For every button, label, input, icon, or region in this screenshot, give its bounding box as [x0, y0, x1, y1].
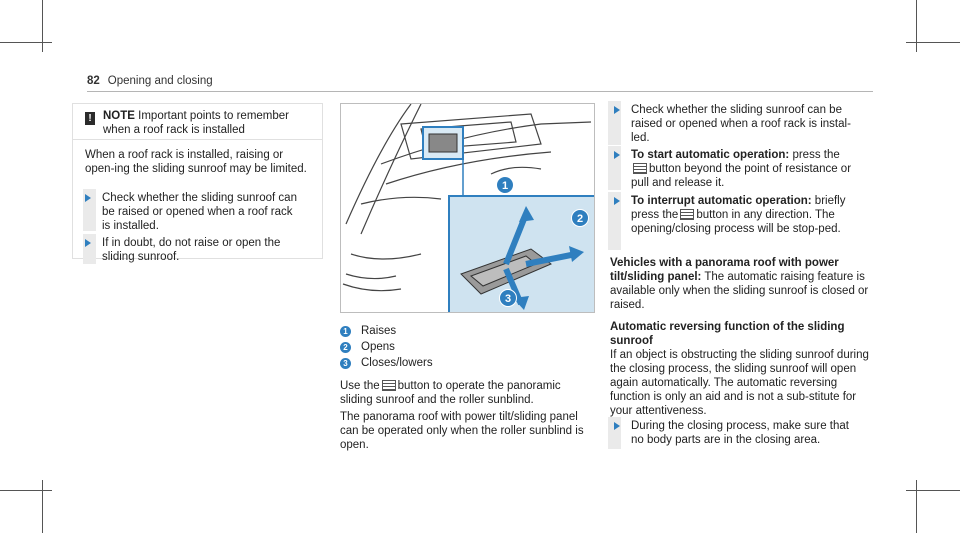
paragraph: Vehicles with a panorama roof with power tilt/sliding panel: The automatic raising feature is available only when the sliding sunroof is closed or raised.: [610, 257, 869, 311]
note-title-text: Important points to remember when a roof rack is installed: [103, 110, 289, 136]
sunroof-switch-icon: [382, 380, 396, 391]
page-header: [87, 74, 213, 88]
paragraph: Automatic reversing function of the sliding sunroof If an object is obstructing the sliding sunroof during the closing process, the sliding sunroof will open again automatically. The automatic reversing function is only an aid and is not a sub-stitute for your attentiveness.: [610, 320, 873, 418]
callout-3: 3: [499, 289, 517, 307]
callout-1: 1: [496, 176, 514, 194]
crop-mark: [42, 0, 43, 52]
crop-mark: [0, 42, 52, 43]
bullet-text: To interrupt automatic operation: briefly press the button in any direction. The opening/closing process will be stop-ped.: [631, 195, 846, 235]
crop-mark: [906, 42, 960, 43]
bullet-text: Check whether the sliding sunroof can be raised or opened when a roof rack is installed.: [102, 192, 297, 232]
note-label: NOTE: [103, 110, 135, 122]
crop-mark: [42, 480, 43, 533]
sunroof-control-figure: [340, 103, 595, 313]
warning-icon: !: [85, 112, 95, 125]
page-number: 82: [87, 75, 100, 87]
callout-2: 2: [571, 209, 589, 227]
header-divider: [87, 91, 873, 92]
paragraph: Use the button to operate the panoramic sliding sunroof and the roller sunblind.: [340, 380, 561, 406]
paragraph: The panorama roof with power tilt/sliding panel can be operated only when the roller sunblind is open.: [340, 411, 584, 451]
bullet-text: If in doubt, do not raise or open the sliding sunroof.: [102, 237, 281, 263]
bullet-text: During the closing process, make sure that no body parts are in the closing area.: [631, 420, 849, 446]
bullet-arrow-icon: [614, 422, 620, 430]
bullet-arrow-icon: [614, 151, 620, 159]
note-header: [73, 104, 322, 140]
legend-number: 2: [340, 342, 351, 353]
note-body: When a roof rack is installed, raising or open-ing the sliding sunroof may be limited.: [85, 149, 307, 175]
bullet-text: To start automatic operation: press the button beyond the point of resistance or pull and release it.: [631, 149, 852, 189]
overhead-panel-illustration: [341, 104, 595, 313]
section-heading: Automatic reversing function of the sliding sunroof: [610, 321, 845, 347]
crop-mark: [916, 480, 917, 533]
crop-mark: [916, 0, 917, 52]
legend-number: 1: [340, 326, 351, 337]
legend-label: Raises: [361, 325, 397, 337]
bullet-arrow-icon: [614, 106, 620, 114]
section-title: Opening and closing: [107, 75, 213, 87]
bullet-text: Check whether the sliding sunroof can be raised or opened when a roof rack is instal-led.: [631, 104, 851, 144]
crop-mark: [0, 490, 52, 491]
bullet-arrow-icon: [85, 239, 91, 247]
legend-label: Opens: [361, 341, 395, 353]
note-title: [103, 109, 315, 137]
sunroof-switch-icon: [680, 209, 694, 220]
note-box: [72, 103, 323, 263]
crop-mark: [906, 490, 960, 491]
sunroof-switch-icon: [633, 163, 647, 174]
legend-label: Closes/lowers: [361, 357, 433, 369]
bullet-arrow-icon: [614, 197, 620, 205]
bullet-arrow-icon: [85, 194, 91, 202]
legend-number: 3: [340, 358, 351, 369]
